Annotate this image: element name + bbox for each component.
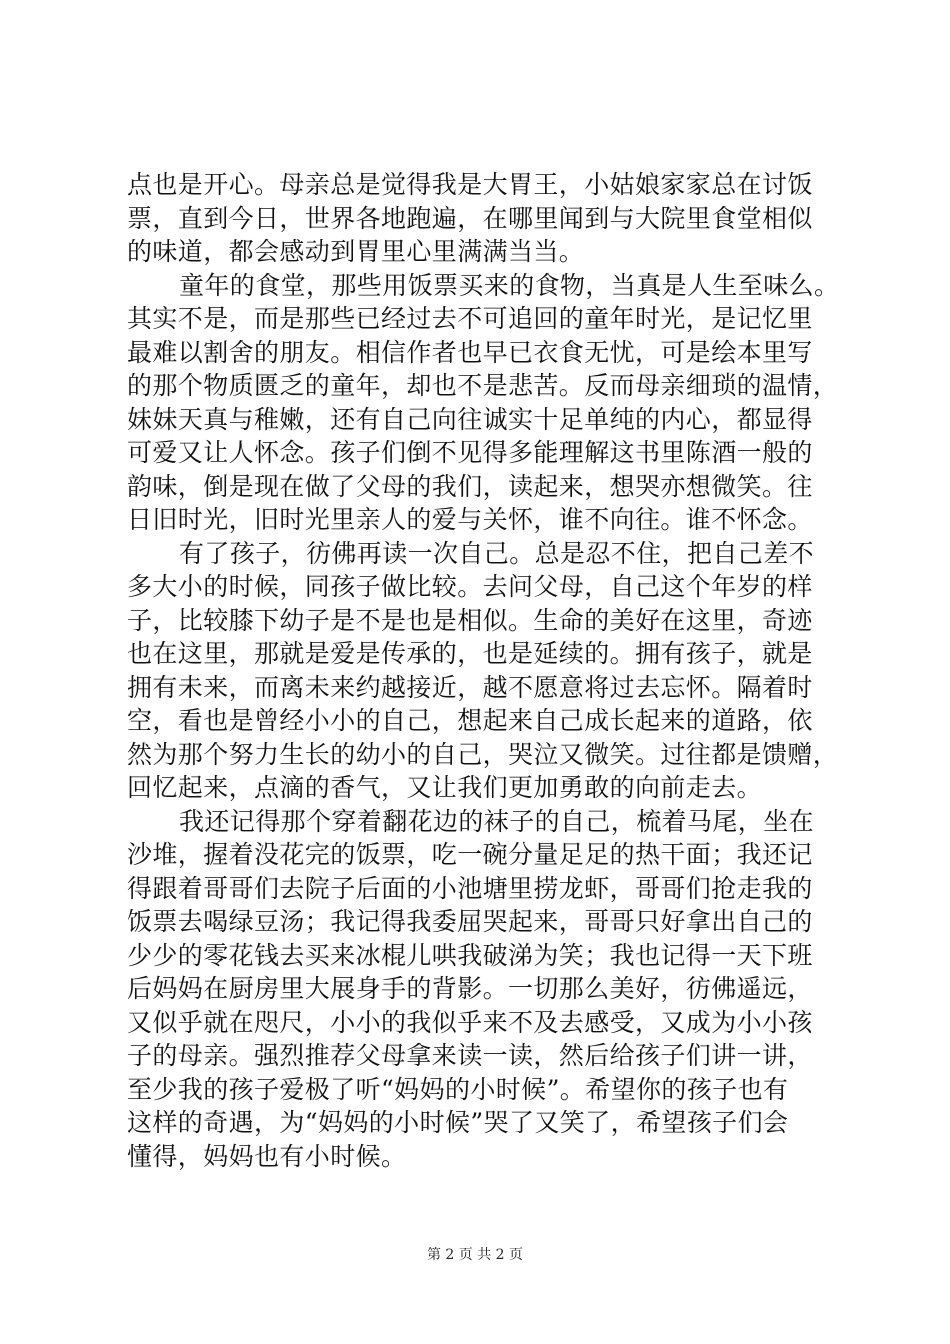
text-line: 也在这里，那就是爱是传承的，也是延续的。拥有孩子，就是	[127, 639, 813, 668]
text-line: 又似乎就在咫尺，小小的我似乎来不及去感受，又成为小小孩	[127, 1007, 813, 1037]
text-line: 回忆起来，点滴的香气，又让我们更加勇敢的向前走去。	[127, 773, 763, 802]
page-footer: 第 2 页 共 2 页	[426, 1247, 524, 1263]
text-line: 饭票去喝绿豆汤；我记得我委屈哭起来，哥哥只好拿出自己的	[127, 907, 813, 936]
text-line: 这样的奇遇，为“妈妈的小时候”哭了又笑了，希望孩子们会	[127, 1108, 789, 1137]
text-line: 我还记得那个穿着翻花边的袜子的自己，梳着马尾，坐在	[179, 806, 815, 836]
text-line: 票，直到今日，世界各地跑遍，在哪里闻到与大院里食堂相似	[127, 203, 813, 233]
text-line: 的味道，都会感动到胃里心里满满当当。	[127, 237, 585, 266]
text-line: 拥有未来，而离未来约越接近，越不愿意将过去忘怀。隔着时	[127, 672, 813, 702]
text-line: 有了孩子，彷佛再读一次自己。总是忍不住，把自己差不	[179, 538, 815, 568]
text-line: 最难以割舍的朋友。相信作者也早已衣食无忧，可是绘本里写	[127, 337, 813, 367]
text-line: 妹妹天真与稚嫩，还有自己向往诚实十足单纯的内心，都显得	[127, 404, 813, 434]
text-line: 然为那个努力生长的幼小的自己，哭泣又微笑。过往都是馈赠，	[127, 739, 839, 769]
text-line: 多大小的时候，同孩子做比较。去问父母，自己这个年岁的样	[127, 572, 813, 601]
text-line: 的那个物质匮乏的童年，却也不是悲苦。反而母亲细琐的温情，	[127, 371, 839, 400]
text-line: 可爱又让人怀念。孩子们倒不见得多能理解这书里陈酒一般的	[127, 438, 813, 467]
text-line: 得跟着哥哥们去院子后面的小池塘里捞龙虾，哥哥们抢走我的	[127, 873, 813, 903]
text-line: 至少我的孩子爱极了听“妈妈的小时候”。希望你的孩子也有	[127, 1074, 789, 1104]
text-line: 少少的零花钱去买来冰棍儿哄我破涕为笑；我也记得一天下班	[127, 940, 813, 970]
text-line: 韵味，倒是现在做了父母的我们，读起来，想哭亦想微笑。往	[127, 471, 813, 501]
text-line: 童年的食堂，那些用饭票买来的食物，当真是人生至味么。	[179, 270, 840, 300]
text-line: 日旧时光，旧时光里亲人的爱与关怀，谁不向往。谁不怀念。	[127, 505, 813, 534]
document-body	[127, 168, 854, 1173]
text-line: 后妈妈在厨房里大展身手的背影。一切那么美好，彷佛遥远，	[127, 974, 813, 1003]
text-line: 子的母亲。强烈推荐父母拿来读一读，然后给孩子们讲一讲，	[127, 1041, 813, 1070]
text-line: 子，比较膝下幼子是不是也是相似。生命的美好在这里，奇迹	[127, 605, 813, 635]
text-line: 沙堆，握着没花完的饭票，吃一碗分量足足的热干面；我还记	[127, 840, 813, 869]
text-line: 懂得，妈妈也有小时候。	[127, 1141, 407, 1171]
text-line: 其实不是，而是那些已经过去不可追回的童年时光，是记忆里	[127, 304, 813, 333]
text-line: 空，看也是曾经小小的自己，想起来自己成长起来的道路，依	[127, 706, 813, 735]
text-line: 点也是开心。母亲总是觉得我是大胃王，小姑娘家家总在讨饭	[127, 170, 813, 199]
